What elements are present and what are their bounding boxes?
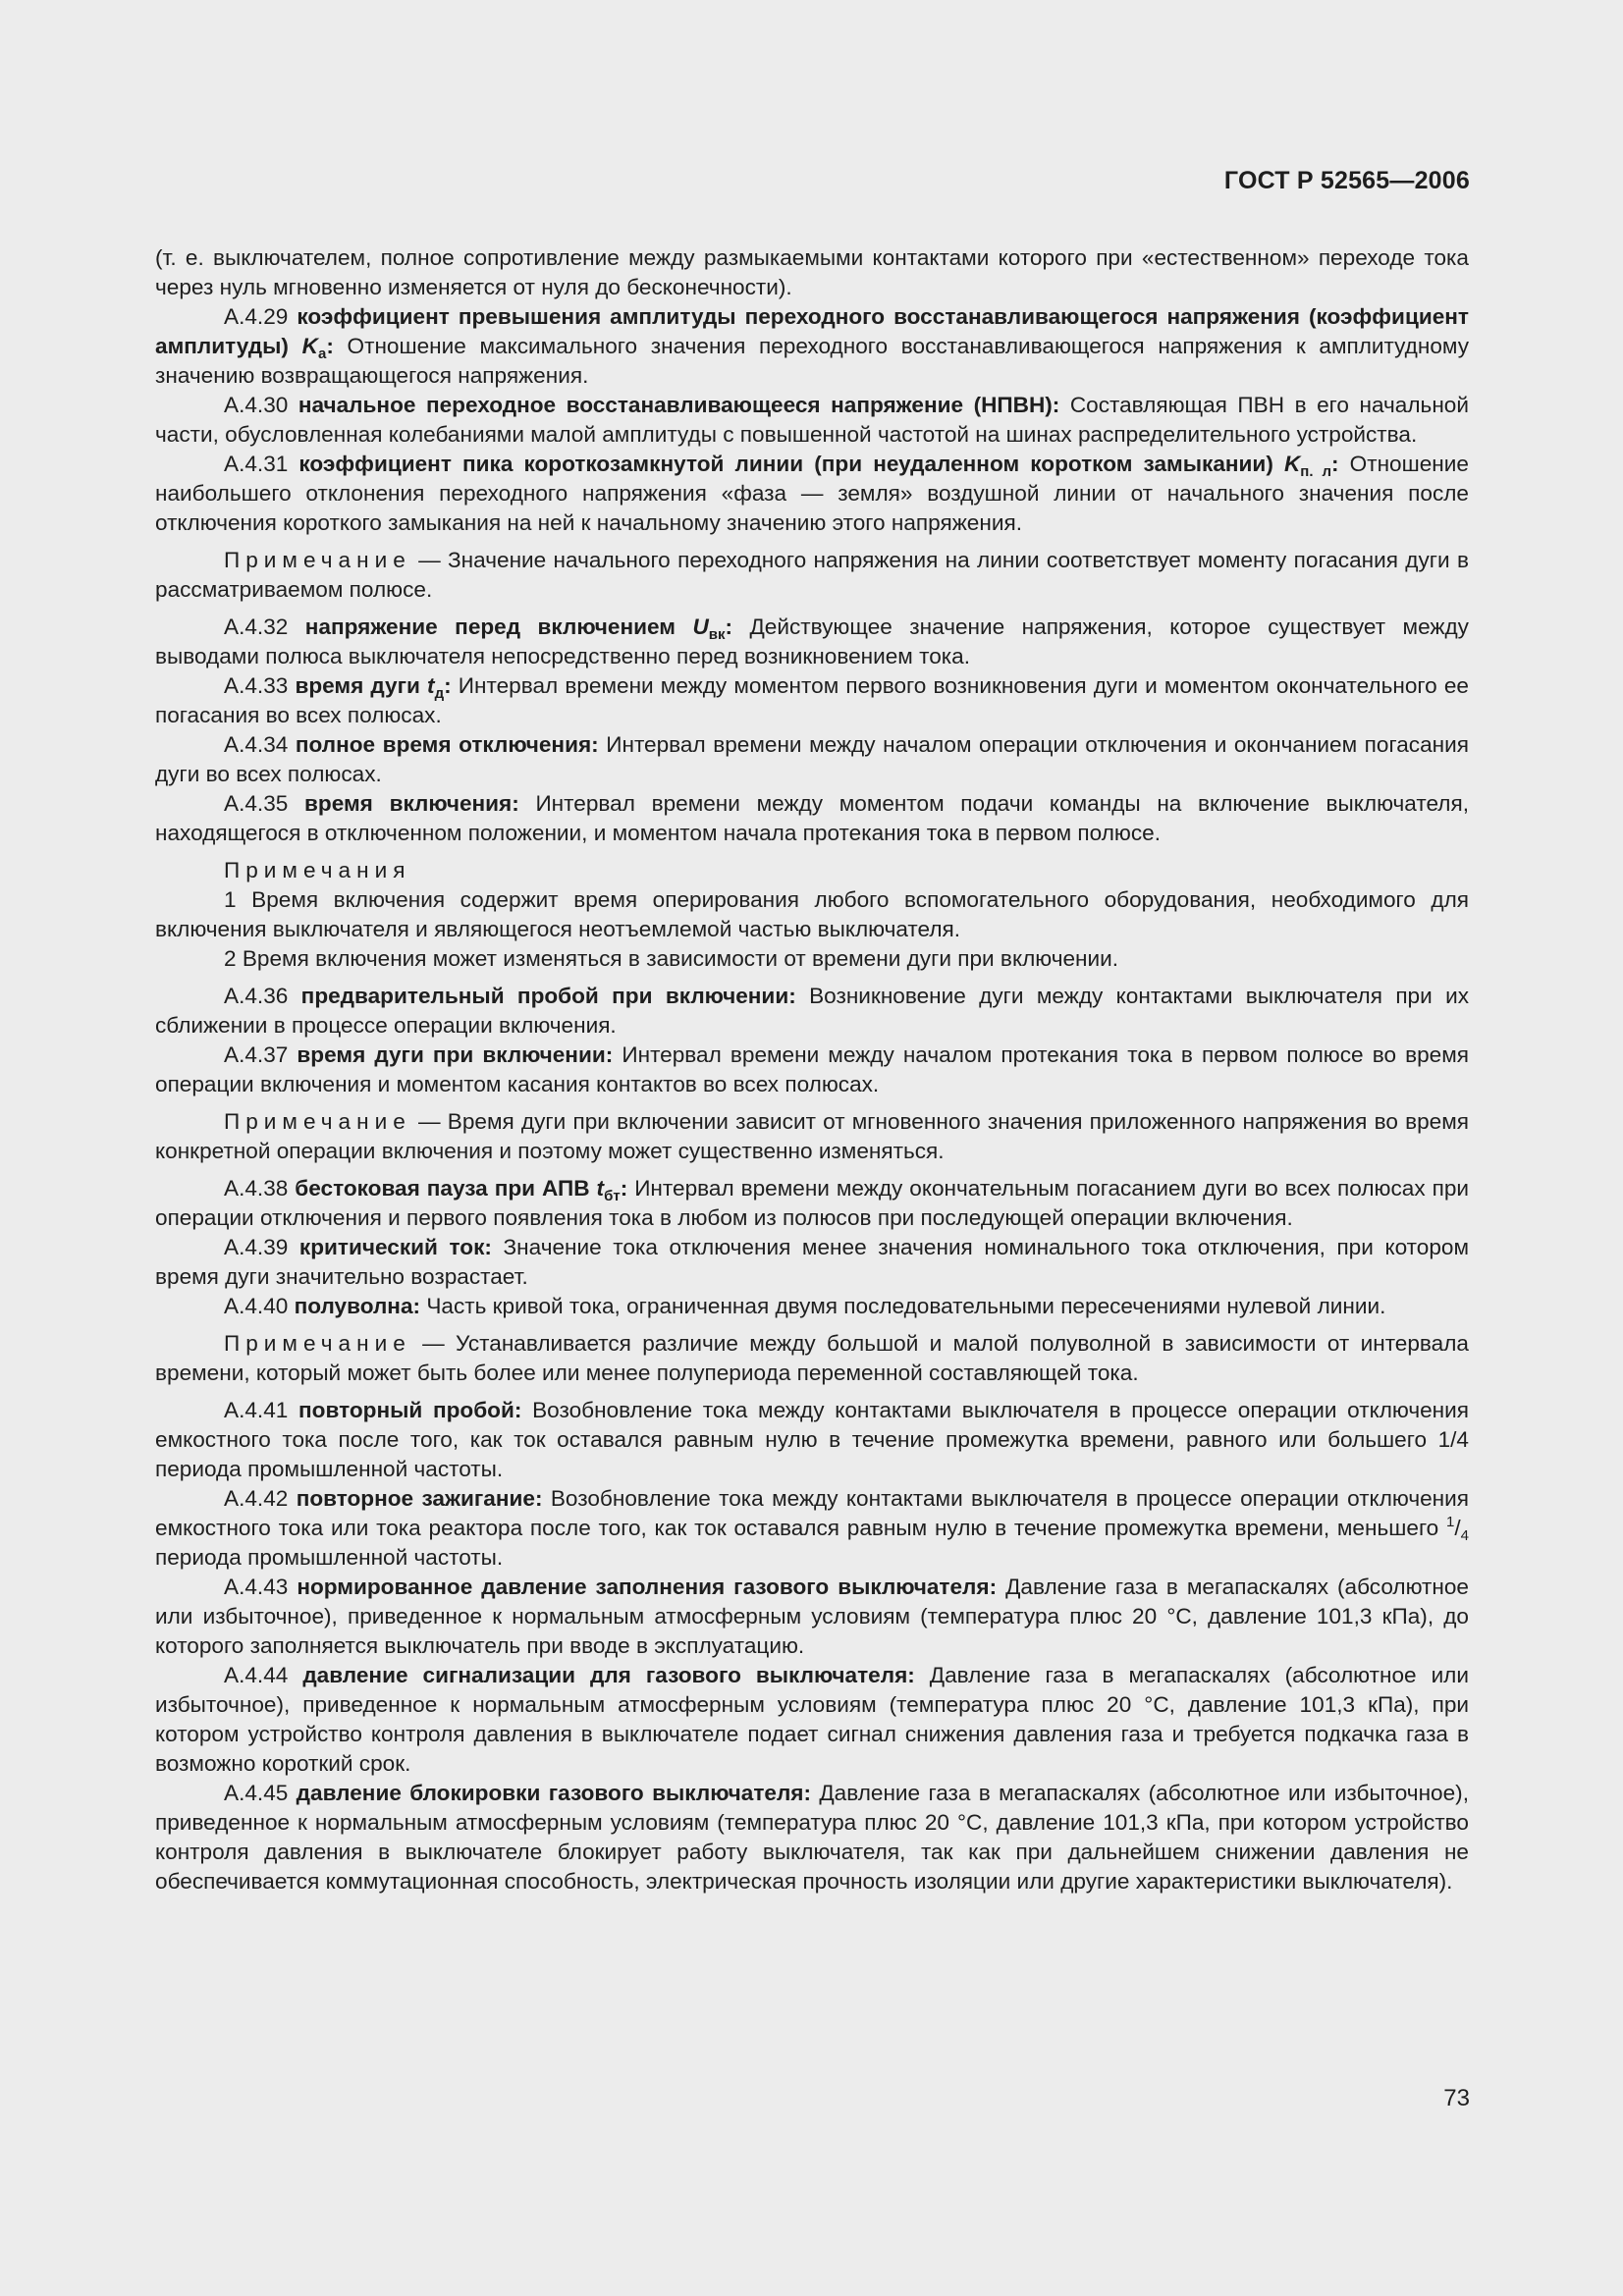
term-definition: Интервал времени между началом операции отключения и окончанием погасания дуги во всех полюсах. [155, 732, 1469, 786]
note-text: — Значение начального переходного напряжения на линии соответствует моменту погасания дуги в рассматриваемом полюсе. [155, 548, 1469, 602]
note-item-1: 1 Время включения содержит время оперирования любого вспомогательного оборудования, необходимого для включения выключателя и являющегося неотъемлемой частью выключателя. [155, 887, 1469, 941]
clause-number: А.4.40 [224, 1294, 295, 1318]
term-definition-end: периода промышленной частоты. [155, 1545, 504, 1570]
term-definition: Возобновление тока между контактами выключателя в процессе операции отключения емкостного тока или тока реактора после того, как ток оставался равным нулю в течение промежутка времени, меньшего [155, 1486, 1469, 1540]
note-text: — Время дуги при включении зависит от мгновенного значения приложенного напряжения во время конкретной операции включения и поэтому может существенно изменяться. [155, 1109, 1469, 1163]
term-a4-33 [155, 671, 1469, 730]
term-name: критический ток: [298, 1235, 492, 1259]
clause-number: А.4.35 [224, 791, 305, 816]
term-a4-43 [155, 1573, 1469, 1661]
term-a4-41 [155, 1396, 1469, 1484]
paragraph-intro: (т. е. выключателем, полное сопротивление между размыкаемыми контактами которого при «естественном» переходе тока через нуль мгновенно изменяется от нуля до бесконечности). [155, 245, 1469, 299]
term-name: начальное переходное восстанавливающееся напряжение (НПВН): [298, 393, 1060, 417]
clause-number: А.4.44 [224, 1663, 303, 1687]
notes-label: Примечания [224, 858, 411, 882]
term-name: бестоковая пауза при АПВ [295, 1176, 597, 1201]
term-a4-44 [155, 1661, 1469, 1779]
term-a4-35 [155, 789, 1469, 848]
term-a4-32 [155, 613, 1469, 671]
clause-number: А.4.32 [224, 614, 305, 639]
document-body [155, 243, 1469, 1896]
term-a4-45 [155, 1779, 1469, 1896]
term-name: предварительный пробой при включении: [300, 984, 796, 1008]
clause-number: А.4.39 [224, 1235, 299, 1259]
note-4 [155, 1329, 1469, 1388]
clause-number: А.4.34 [224, 732, 296, 757]
term-name: коэффициент пика короткозамкнутой линии (при неудаленном коротком замыкании) [298, 452, 1284, 476]
term-colon: : [444, 673, 452, 698]
note-1 [155, 546, 1469, 605]
note-label: Примечание [224, 548, 411, 572]
fraction-denominator: 4 [1460, 1527, 1469, 1544]
term-definition: Отношение наибольшего отклонения переходного напряжения «фаза — земля» воздушной линии от начального значения после отключения короткого замыкания на ней к начальному значению этого напряжения. [155, 452, 1469, 535]
term-name: полуволна: [294, 1294, 421, 1318]
term-definition: Возобновление тока между контактами выключателя в процессе операции отключения емкостного тока после того, как ток оставался равным нулю в течение промежутка времени, равного или большего 1/4 периода промышленной частоты. [155, 1398, 1470, 1481]
term-a4-42 [155, 1484, 1469, 1573]
term-symbol: $t_д$ [427, 673, 445, 702]
clause-number: А.4.42 [224, 1486, 297, 1511]
clause-number: А.4.38 [224, 1176, 296, 1201]
clause-number: А.4.37 [224, 1042, 298, 1067]
note-text: — Устанавливается различие между большой и малой полуволной в зависимости от интервала времени, который может быть более или менее полупериода переменной составляющей тока. [155, 1331, 1469, 1385]
term-name: время дуги при включении: [297, 1042, 614, 1067]
clause-number: А.4.36 [224, 984, 301, 1008]
term-definition: Возникновение дуги между контактами выключателя при их сближении в процессе операции включения. [155, 984, 1469, 1038]
term-definition: Интервал времени между моментом подачи команды на включение выключателя, находящегося в отключенном положении, и моментом начала протекания тока в первом полюсе. [155, 791, 1469, 845]
fraction-slash: / [1454, 1516, 1461, 1540]
term-name: повторный пробой: [298, 1398, 522, 1422]
term-a4-37 [155, 1041, 1469, 1099]
term-name: давление сигнализации для газового выключателя: [302, 1663, 915, 1687]
term-a4-38 [155, 1174, 1469, 1233]
clause-number: А.4.29 [224, 304, 298, 329]
term-symbol: $K_а$ [301, 334, 327, 362]
term-name: коэффициент превышения амплитуды переходного восстанавливающегося напряжения (коэффициент амплитуды) [155, 304, 1470, 358]
term-name: время дуги [295, 673, 428, 698]
term-a4-34 [155, 730, 1469, 789]
term-a4-30 [155, 391, 1469, 450]
term-definition: Отношение максимального значения переходного восстанавливающегося напряжения к амплитудному значению возвращающегося напряжения. [155, 334, 1469, 388]
note-item-2: 2 Время включения может изменяться в зависимости от времени дуги при включении. [224, 946, 1119, 971]
term-definition: Часть кривой тока, ограниченная двумя последовательными пересечениями нулевой линии. [420, 1294, 1386, 1318]
term-definition: Интервал времени между окончательным погасанием дуги во всех полюсах при операции отключения и первого появления тока в любом из полюсов при последующей операции включения. [155, 1176, 1470, 1230]
term-name: напряжение перед включением [304, 614, 693, 639]
term-definition: Действующее значение напряжения, которое существует между выводами полюса выключателя непосредственно перед возникновением тока. [155, 614, 1469, 668]
term-definition: Значение тока отключения менее значения номинального тока отключения, при котором время дуги значительно возрастает. [155, 1235, 1469, 1289]
term-a4-29 [155, 302, 1469, 391]
clause-number: А.4.43 [224, 1575, 298, 1599]
term-name: полное время отключения: [295, 732, 599, 757]
clause-number: А.4.30 [224, 393, 298, 417]
note-label: Примечание [224, 1109, 411, 1134]
term-a4-39 [155, 1233, 1469, 1292]
term-definition: Интервал времени между моментом первого возникновения дуги и моментом окончательного ее погасания во всех полюсах. [155, 673, 1469, 727]
term-a4-31 [155, 450, 1469, 538]
term-symbol: $t_{бт}$ [596, 1176, 621, 1204]
term-symbol: $U_{вк}$ [692, 614, 726, 643]
term-name: повторное зажигание: [296, 1486, 543, 1511]
clause-number: А.4.33 [224, 673, 296, 698]
term-name: время включения: [304, 791, 519, 816]
term-symbol: $K_{п. л}$ [1283, 452, 1332, 480]
term-definition: Давление газа в мегапаскалях (абсолютное или избыточное), приведенное к нормальным атмосферным условиям (температура плюс 20 °С, давление 101,3 кПа, при котором устройство контроля давления в выключателе блокирует работу выключателя, так как при дальнейшем снижении давления не обеспечивается коммутационная способность, электрическая прочность изоляции или другие характеристики выключателя). [155, 1781, 1469, 1894]
clause-number: А.4.31 [224, 452, 299, 476]
term-name: нормированное давление заполнения газового выключателя: [297, 1575, 998, 1599]
document-code: ГОСТ Р 52565—2006 [1223, 167, 1470, 194]
term-definition: Давление газа в мегапаскалях (абсолютное или избыточное), приведенное к нормальным атмосферным условиям (температура плюс 20 °С, давление 101,3 кПа), при котором устройство контроля давления в выключателе подает сигнал снижения давления газа и требуется подкачка газа в возможно короткий срок. [155, 1663, 1469, 1776]
fraction-numerator: 1 [1446, 1514, 1455, 1530]
note-label: Примечание [224, 1331, 411, 1356]
term-definition: Давление газа в мегапаскалях (абсолютное или избыточное), приведенное к нормальным атмосферным условиям (температура плюс 20 °С, давление 101,3 кПа), до которого заполняется выключатель при вводе в эксплуатацию. [155, 1575, 1469, 1658]
term-a4-40 [155, 1292, 1469, 1321]
clause-number: А.4.41 [224, 1398, 299, 1422]
term-colon: : [326, 334, 334, 358]
term-colon: : [725, 614, 733, 639]
term-definition: Составляющая ПВН в его начальной части, обусловленная колебаниями малой амплитуды с повышенной частотой на шинах распределительного устройства. [155, 393, 1469, 447]
page-number: 73 [1443, 2085, 1470, 2111]
clause-number: А.4.45 [224, 1781, 297, 1805]
term-colon: : [620, 1176, 628, 1201]
note-3 [155, 1107, 1469, 1166]
term-a4-36 [155, 982, 1469, 1041]
term-colon: : [1331, 452, 1339, 476]
term-name: давление блокировки газового выключателя: [296, 1781, 812, 1805]
term-definition: Интервал времени между началом протекания тока в первом полюсе во время операции включения и моментом касания контактов во всех полюсах. [155, 1042, 1470, 1096]
